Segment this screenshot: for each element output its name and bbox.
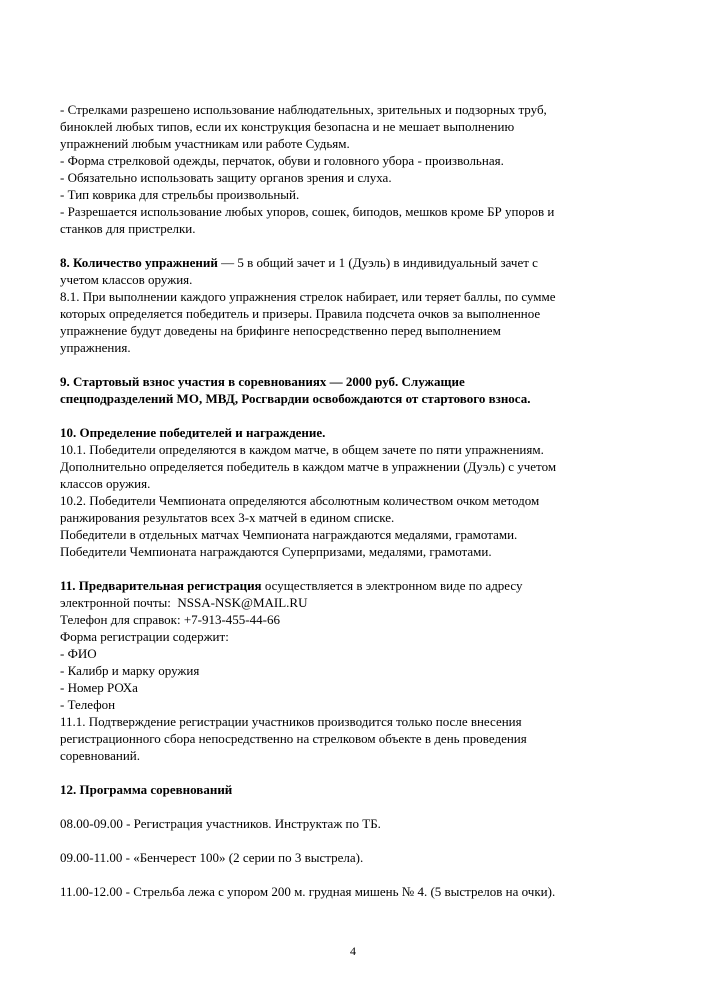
section-9-line: 9. Стартовый взнос участия в соревнованиях — 2000 руб. Служащие [60,374,465,389]
document-page [60,101,660,900]
section-10-line: классов оружия. [60,476,151,491]
intro-line: биноклей любых типов, если их конструкция безопасна и не мешает выполнению [60,119,515,134]
schedule-text: - «Бенчерест 100» (2 серии по 3 выстрела). [122,850,364,865]
intro-line: упражнений любым участникам или работе Судьям. [60,136,350,151]
schedule-item [60,883,660,900]
intro-line: - Форма стрелковой одежды, перчаток, обуви и головного убора - произвольная. [60,153,504,168]
section-8-paragraph-line: которых определяется победитель и призеры. Правила подсчета очков за выполненное [60,306,541,321]
intro-line: - Разрешается использование любых упоров, сошек, биподов, мешков кроме БР упоров и [60,204,555,219]
section-11 [60,577,660,764]
form-item: - ФИО [60,646,97,661]
section-8-paragraph-line: 8.1. При выполнении каждого упражнения стрелок набирает, или теряет баллы, по сумме [60,289,556,304]
schedule-time: 09.00-11.00 [60,850,123,865]
form-item: - Номер РОХа [60,680,138,695]
schedule-time: 11.00-12.00 [60,884,123,899]
intro-line: - Тип коврика для стрельбы произвольный. [60,187,300,202]
intro-block [60,101,660,237]
section-8-line: учетом классов оружия. [60,272,193,287]
phone-line: Телефон для справок: +7-913-455-44-66 [60,612,280,627]
intro-line: - Стрелками разрешено использование наблюдательных, зрительных и подзорных труб, [60,102,547,117]
schedule-text: - Стрельба лежа с упором 200 м. грудная мишень № 4. (5 выстрелов на очки). [122,884,556,899]
section-8-paragraph-line: упражнения. [60,340,131,355]
intro-line: станков для пристрелки. [60,221,196,236]
section-11-heading: 11. Предварительная регистрация [60,578,262,593]
section-9 [60,373,660,407]
page-number: 4 [350,944,356,958]
email-label: электронной почты: [60,595,178,610]
section-10-line: Победители Чемпионата награждаются Суперпризами, медалями, грамотами. [60,544,492,559]
section-10-line: 10.1. Победители определяются в каждом матче, в общем зачете по пяти упражнениям. [60,442,544,457]
section-10-line: ранжирования результатов всех 3-х матчей в едином списке. [60,510,395,525]
section-11-heading-rest: осуществляется в электронном виде по адресу [261,578,523,593]
section-12-heading: 12. Программа соревнований [60,782,233,797]
section-10-line: Дополнительно определяется победитель в каждом матче в упражнении (Дуэль) с учетом [60,459,557,474]
section-8 [60,254,660,356]
section-10-line: Победители в отдельных матчах Чемпионата награждаются медалями, грамотами. [60,527,518,542]
section-10-heading: 10. Определение победителей и награждение. [60,425,326,440]
schedule-time: 08.00-09.00 [60,816,123,831]
section-10-line: 10.2. Победители Чемпионата определяются абсолютным количеством очком методом [60,493,540,508]
section-11-paragraph-line: регистрационного сбора непосредственно на стрелковом объекте в день проведения [60,731,527,746]
form-label: Форма регистрации содержит: [60,629,229,644]
form-item: - Телефон [60,697,116,712]
section-8-heading: 8. Количество упражнений [60,255,218,270]
section-12 [60,781,660,900]
schedule-item [60,849,660,866]
section-11-paragraph-line: 11.1. Подтверждение регистрации участников производится только после внесения [60,714,522,729]
email-address: NSSA-NSK@MAIL.RU [177,595,308,610]
section-8-paragraph-line: упражнение будут доведены на брифинге непосредственно перед выполнением [60,323,501,338]
section-10 [60,424,660,560]
section-11-paragraph-line: соревнований. [60,748,140,763]
section-9-line: спецподразделений МО, МВД, Росгвардии освобождаются от стартового взноса. [60,391,531,406]
schedule-item [60,815,660,832]
form-item: - Калибр и марку оружия [60,663,200,678]
section-8-heading-rest: — 5 в общий зачет и 1 (Дуэль) в индивидуальный зачет с [217,255,538,270]
schedule-text: - Регистрация участников. Инструктаж по ТБ. [122,816,381,831]
intro-line: - Обязательно использовать защиту органов зрения и слуха. [60,170,392,185]
